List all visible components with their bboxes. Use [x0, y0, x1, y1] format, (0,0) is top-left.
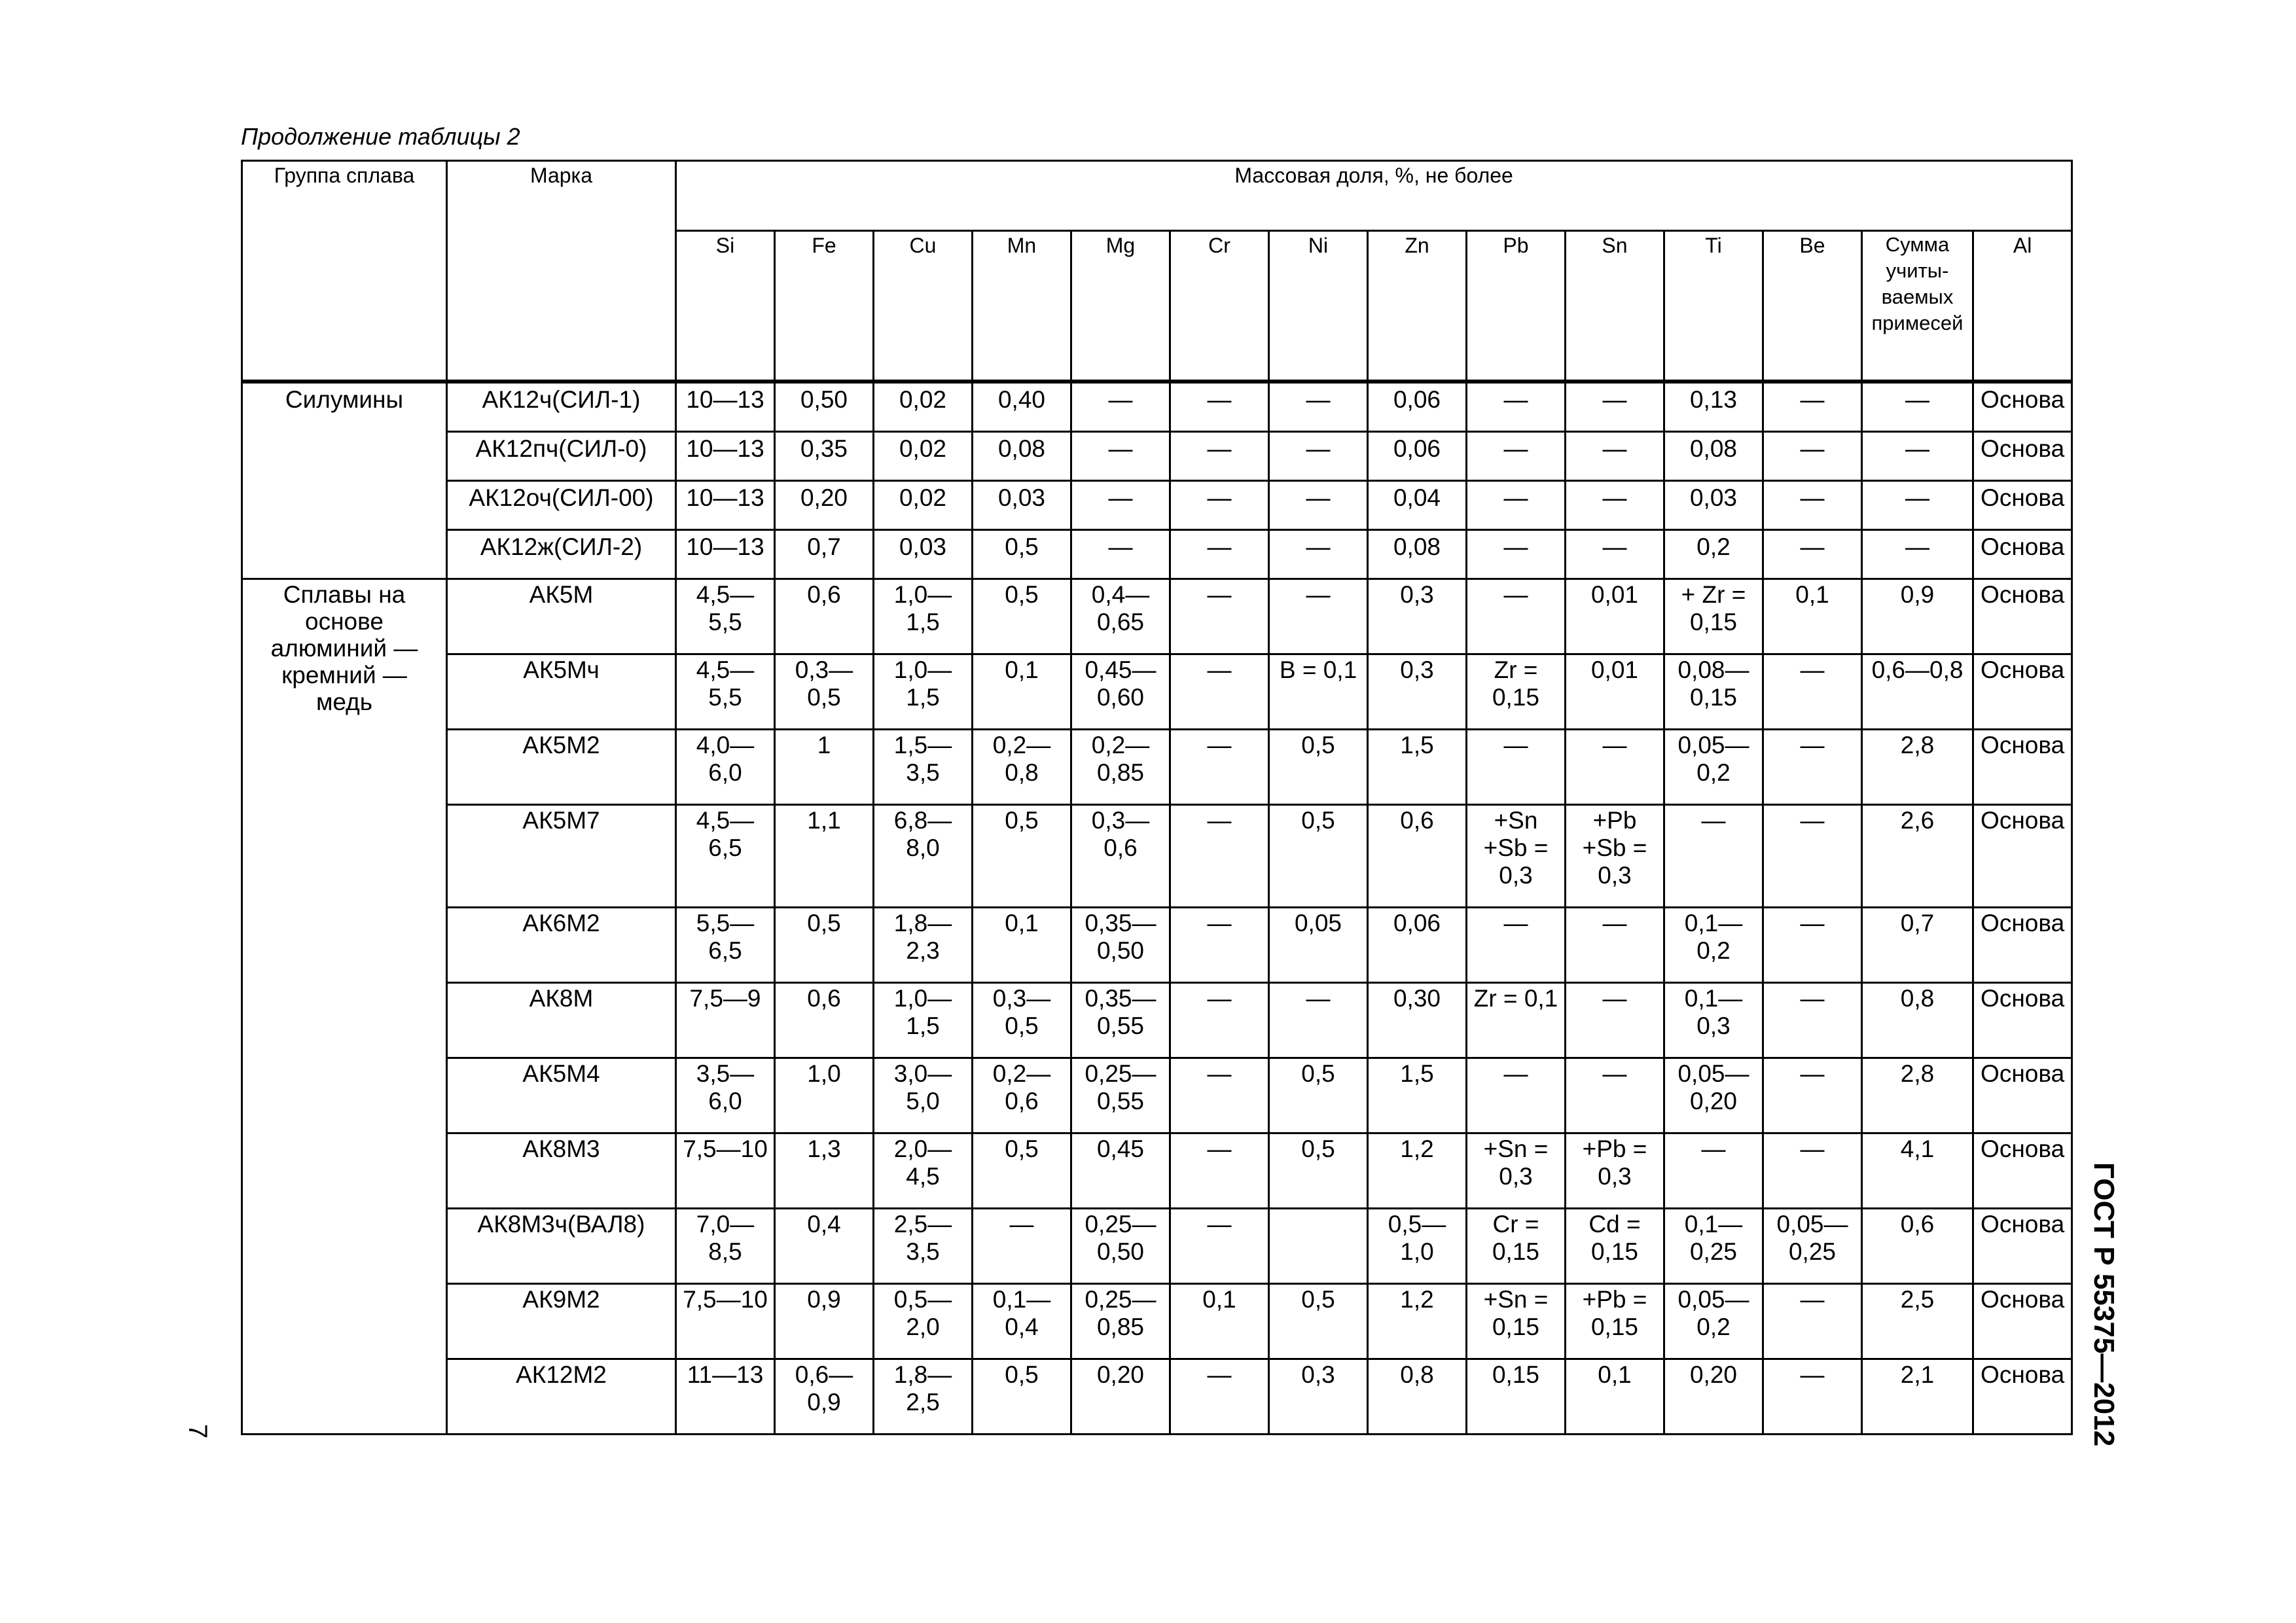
cell-mn: 0,2— 0,8 — [973, 730, 1071, 805]
cell-fe: 0,50 — [775, 382, 874, 432]
cell-fe: 0,35 — [775, 432, 874, 481]
cell-al: Основа — [1973, 730, 2072, 805]
cell-fe: 0,20 — [775, 481, 874, 530]
cell-cu: 1,8— 2,3 — [874, 908, 973, 983]
cell-mn: 0,03 — [973, 481, 1071, 530]
cell-be: — — [1763, 1058, 1862, 1133]
cell-sn: +Pb = 0,3 — [1566, 1133, 1664, 1209]
table-row — [242, 579, 2072, 654]
table-row — [242, 654, 2072, 730]
cell-cu: 2,0— 4,5 — [874, 1133, 973, 1209]
cell-fe: 1,3 — [775, 1133, 874, 1209]
cell-cu: 0,03 — [874, 530, 973, 579]
cell-cu: 1,0— 1,5 — [874, 579, 973, 654]
cell-mg: — — [1071, 432, 1170, 481]
header-grade: Марка — [447, 161, 676, 382]
cell-al: Основа — [1973, 1058, 2072, 1133]
cell-si: 4,0— 6,0 — [676, 730, 775, 805]
header-col-cr: Cr — [1170, 231, 1269, 382]
cell-impurities-sum: — — [1862, 382, 1973, 432]
cell-fe: 0,4 — [775, 1209, 874, 1284]
cell-zn: 0,06 — [1368, 432, 1467, 481]
table-row — [242, 1359, 2072, 1435]
cell-impurities-sum: 0,6 — [1862, 1209, 1973, 1284]
cell-sn: — — [1566, 908, 1664, 983]
cell-grade: АК8М3ч(ВАЛ8) — [447, 1209, 676, 1284]
cell-fe: 1,0 — [775, 1058, 874, 1133]
cell-be: 0,05— 0,25 — [1763, 1209, 1862, 1284]
cell-impurities-sum: 4,1 — [1862, 1133, 1973, 1209]
cell-cr: — — [1170, 1058, 1269, 1133]
cell-sn: +Pb +Sb = 0,3 — [1566, 805, 1664, 908]
cell-ti: 0,13 — [1664, 382, 1763, 432]
cell-mg: — — [1071, 530, 1170, 579]
cell-ni: 0,5 — [1269, 805, 1368, 908]
cell-ni: 0,05 — [1269, 908, 1368, 983]
cell-zn: 0,6 — [1368, 805, 1467, 908]
cell-si: 4,5— 5,5 — [676, 654, 775, 730]
cell-cu: 1,0— 1,5 — [874, 654, 973, 730]
cell-cu: 0,5— 2,0 — [874, 1284, 973, 1359]
cell-grade: АК8М3 — [447, 1133, 676, 1209]
cell-ni: 0,5 — [1269, 1284, 1368, 1359]
cell-mn: 0,1— 0,4 — [973, 1284, 1071, 1359]
cell-al: Основа — [1973, 579, 2072, 654]
cell-ti: 0,08— 0,15 — [1664, 654, 1763, 730]
cell-mg: 0,45— 0,60 — [1071, 654, 1170, 730]
cell-al: Основа — [1973, 654, 2072, 730]
cell-mg: 0,4— 0,65 — [1071, 579, 1170, 654]
cell-si: 11—13 — [676, 1359, 775, 1435]
cell-si: 7,5—9 — [676, 983, 775, 1058]
cell-pb: — — [1467, 908, 1566, 983]
table-caption: Продолжение таблицы 2 — [241, 123, 520, 150]
cell-sn: — — [1566, 530, 1664, 579]
cell-impurities-sum: 2,5 — [1862, 1284, 1973, 1359]
header-col-ni: Ni — [1269, 231, 1368, 382]
header-col-mg: Mg — [1071, 231, 1170, 382]
table-row — [242, 530, 2072, 579]
header-col-sn: Sn — [1566, 231, 1664, 382]
cell-impurities-sum: — — [1862, 530, 1973, 579]
cell-fe: 1 — [775, 730, 874, 805]
cell-impurities-sum: — — [1862, 481, 1973, 530]
cell-cr: — — [1170, 1359, 1269, 1435]
cell-pb: — — [1467, 530, 1566, 579]
cell-sn: — — [1566, 432, 1664, 481]
cell-ti: 0,1— 0,2 — [1664, 908, 1763, 983]
cell-zn: 1,5 — [1368, 1058, 1467, 1133]
cell-cr: — — [1170, 432, 1269, 481]
cell-ti: — — [1664, 1133, 1763, 1209]
cell-grade: АК5М — [447, 579, 676, 654]
cell-fe: 0,6 — [775, 579, 874, 654]
cell-sn: 0,01 — [1566, 579, 1664, 654]
cell-ti: 0,05— 0,20 — [1664, 1058, 1763, 1133]
cell-cr: — — [1170, 1209, 1269, 1284]
header-col-pb: Pb — [1467, 231, 1566, 382]
cell-cu: 0,02 — [874, 382, 973, 432]
header-col-si: Si — [676, 231, 775, 382]
cell-mg: 0,2— 0,85 — [1071, 730, 1170, 805]
page-number: 7 — [183, 1423, 212, 1439]
cell-pb: — — [1467, 730, 1566, 805]
cell-ni: — — [1269, 530, 1368, 579]
cell-cr: — — [1170, 382, 1269, 432]
header-col-al: Al — [1973, 231, 2072, 382]
cell-ni: B = 0,1 — [1269, 654, 1368, 730]
cell-fe: 0,5 — [775, 908, 874, 983]
cell-cu: 6,8— 8,0 — [874, 805, 973, 908]
cell-cr: — — [1170, 1133, 1269, 1209]
table-row — [242, 805, 2072, 908]
cell-cu: 1,0— 1,5 — [874, 983, 973, 1058]
table-row — [242, 983, 2072, 1058]
table-row — [242, 1058, 2072, 1133]
cell-cr: — — [1170, 654, 1269, 730]
cell-fe: 0,3— 0,5 — [775, 654, 874, 730]
table-row — [242, 481, 2072, 530]
cell-sn: — — [1566, 730, 1664, 805]
cell-pb: Zr = 0,15 — [1467, 654, 1566, 730]
cell-si: 7,0— 8,5 — [676, 1209, 775, 1284]
cell-si: 10—13 — [676, 481, 775, 530]
cell-fe: 0,9 — [775, 1284, 874, 1359]
cell-ti: 0,03 — [1664, 481, 1763, 530]
cell-ti: 0,2 — [1664, 530, 1763, 579]
cell-zn: 0,30 — [1368, 983, 1467, 1058]
cell-be: — — [1763, 382, 1862, 432]
cell-cu: 0,02 — [874, 481, 973, 530]
cell-al: Основа — [1973, 1209, 2072, 1284]
cell-grade: АК12ч(СИЛ-1) — [447, 382, 676, 432]
cell-si: 4,5— 5,5 — [676, 579, 775, 654]
header-col-zn: Zn — [1368, 231, 1467, 382]
cell-fe: 0,6— 0,9 — [775, 1359, 874, 1435]
cell-zn: 0,5— 1,0 — [1368, 1209, 1467, 1284]
cell-ni: — — [1269, 983, 1368, 1058]
cell-al: Основа — [1973, 1284, 2072, 1359]
cell-grade: АК5М2 — [447, 730, 676, 805]
cell-mn: 0,5 — [973, 530, 1071, 579]
cell-ti: + Zr = 0,15 — [1664, 579, 1763, 654]
cell-sn: — — [1566, 983, 1664, 1058]
cell-ti: 0,08 — [1664, 432, 1763, 481]
cell-impurities-sum: 2,6 — [1862, 805, 1973, 908]
cell-mg: 0,25— 0,50 — [1071, 1209, 1170, 1284]
cell-al: Основа — [1973, 530, 2072, 579]
cell-mn: 0,1 — [973, 654, 1071, 730]
cell-pb: — — [1467, 579, 1566, 654]
cell-pb: — — [1467, 1058, 1566, 1133]
table-row — [242, 1284, 2072, 1359]
cell-be: — — [1763, 481, 1862, 530]
cell-zn: 0,06 — [1368, 908, 1467, 983]
cell-zn: 0,06 — [1368, 382, 1467, 432]
cell-ni: — — [1269, 579, 1368, 654]
cell-zn: 0,3 — [1368, 654, 1467, 730]
cell-al: Основа — [1973, 1359, 2072, 1435]
cell-zn: 1,2 — [1368, 1284, 1467, 1359]
cell-impurities-sum: 0,6—0,8 — [1862, 654, 1973, 730]
cell-cu: 1,5— 3,5 — [874, 730, 973, 805]
cell-cr: — — [1170, 805, 1269, 908]
cell-zn: 0,08 — [1368, 530, 1467, 579]
cell-sn: — — [1566, 481, 1664, 530]
header-mass-fraction: Массовая доля, %, не более — [676, 161, 2072, 231]
cell-al: Основа — [1973, 1133, 2072, 1209]
cell-zn: 1,2 — [1368, 1133, 1467, 1209]
header-col-mn: Mn — [973, 231, 1071, 382]
cell-al: Основа — [1973, 382, 2072, 432]
header-group: Группа сплава — [242, 161, 447, 382]
cell-be: — — [1763, 908, 1862, 983]
cell-al: Основа — [1973, 432, 2072, 481]
cell-si: 4,5— 6,5 — [676, 805, 775, 908]
cell-impurities-sum: 2,8 — [1862, 1058, 1973, 1133]
cell-grade: АК5Мч — [447, 654, 676, 730]
cell-impurities-sum: 2,8 — [1862, 730, 1973, 805]
composition-table — [241, 160, 2073, 1435]
cell-impurities-sum: 0,9 — [1862, 579, 1973, 654]
cell-ni: — — [1269, 481, 1368, 530]
document-title: ГОСТ Р 55375—2012 — [2088, 1162, 2120, 1447]
cell-cu: 1,8— 2,5 — [874, 1359, 973, 1435]
cell-si: 3,5— 6,0 — [676, 1058, 775, 1133]
cell-fe: 1,1 — [775, 805, 874, 908]
cell-be: — — [1763, 983, 1862, 1058]
cell-pb: +Sn +Sb = 0,3 — [1467, 805, 1566, 908]
cell-sn: 0,01 — [1566, 654, 1664, 730]
cell-grade: АК12ж(СИЛ-2) — [447, 530, 676, 579]
cell-alloy-group: Сплавы на основе алюминий — кремний — медь — [242, 579, 447, 1435]
table-row — [242, 908, 2072, 983]
cell-impurities-sum: 0,7 — [1862, 908, 1973, 983]
cell-sn: — — [1566, 382, 1664, 432]
cell-mn: 0,5 — [973, 579, 1071, 654]
cell-be: — — [1763, 730, 1862, 805]
cell-zn: 0,3 — [1368, 579, 1467, 654]
cell-sn: Cd = 0,15 — [1566, 1209, 1664, 1284]
cell-be: — — [1763, 654, 1862, 730]
header-col-impurities-sum: Сумма учиты- ваемых примесей — [1862, 231, 1973, 382]
cell-grade: АК6М2 — [447, 908, 676, 983]
cell-cu: 2,5— 3,5 — [874, 1209, 973, 1284]
cell-mn: 0,5 — [973, 1359, 1071, 1435]
cell-mn: 0,5 — [973, 1133, 1071, 1209]
cell-sn: +Pb = 0,15 — [1566, 1284, 1664, 1359]
cell-zn: 1,5 — [1368, 730, 1467, 805]
cell-be: — — [1763, 432, 1862, 481]
cell-grade: АК12пч(СИЛ-0) — [447, 432, 676, 481]
cell-pb: +Sn = 0,15 — [1467, 1284, 1566, 1359]
cell-mn: 0,3— 0,5 — [973, 983, 1071, 1058]
cell-pb: Zr = 0,1 — [1467, 983, 1566, 1058]
cell-si: 10—13 — [676, 382, 775, 432]
header-col-be: Be — [1763, 231, 1862, 382]
cell-ti: 0,1— 0,3 — [1664, 983, 1763, 1058]
cell-mn: 0,08 — [973, 432, 1071, 481]
cell-mn: 0,1 — [973, 908, 1071, 983]
cell-ni: — — [1269, 432, 1368, 481]
cell-cr: — — [1170, 730, 1269, 805]
cell-si: 5,5— 6,5 — [676, 908, 775, 983]
header-col-ti: Ti — [1664, 231, 1763, 382]
cell-pb: Cr = 0,15 — [1467, 1209, 1566, 1284]
cell-pb: — — [1467, 382, 1566, 432]
cell-ni: — — [1269, 382, 1368, 432]
table-row — [242, 730, 2072, 805]
cell-impurities-sum: 2,1 — [1862, 1359, 1973, 1435]
cell-impurities-sum: 0,8 — [1862, 983, 1973, 1058]
cell-impurities-sum: — — [1862, 432, 1973, 481]
cell-cr: — — [1170, 908, 1269, 983]
cell-fe: 0,7 — [775, 530, 874, 579]
cell-ti: 0,05— 0,2 — [1664, 1284, 1763, 1359]
cell-cu: 0,02 — [874, 432, 973, 481]
cell-grade: АК9М2 — [447, 1284, 676, 1359]
cell-be: — — [1763, 530, 1862, 579]
cell-ti: 0,1— 0,25 — [1664, 1209, 1763, 1284]
header-col-cu: Cu — [874, 231, 973, 382]
cell-mg: 0,25— 0,85 — [1071, 1284, 1170, 1359]
cell-mg: — — [1071, 481, 1170, 530]
cell-ti: 0,20 — [1664, 1359, 1763, 1435]
cell-be: — — [1763, 805, 1862, 908]
cell-mn: 0,40 — [973, 382, 1071, 432]
table-body — [242, 382, 2072, 1435]
cell-mg: 0,20 — [1071, 1359, 1170, 1435]
cell-si: 7,5—10 — [676, 1133, 775, 1209]
cell-mg: 0,3— 0,6 — [1071, 805, 1170, 908]
cell-al: Основа — [1973, 481, 2072, 530]
cell-grade: АК8М — [447, 983, 676, 1058]
cell-mg: 0,35— 0,50 — [1071, 908, 1170, 983]
cell-alloy-group: Силумины — [242, 382, 447, 579]
cell-pb: 0,15 — [1467, 1359, 1566, 1435]
cell-mn: — — [973, 1209, 1071, 1284]
cell-al: Основа — [1973, 983, 2072, 1058]
cell-zn: 0,8 — [1368, 1359, 1467, 1435]
table-row — [242, 432, 2072, 481]
cell-al: Основа — [1973, 805, 2072, 908]
cell-grade: АК12М2 — [447, 1359, 676, 1435]
cell-mg: 0,25— 0,55 — [1071, 1058, 1170, 1133]
cell-cr: — — [1170, 579, 1269, 654]
cell-mg: 0,35— 0,55 — [1071, 983, 1170, 1058]
cell-al: Основа — [1973, 908, 2072, 983]
cell-ni: 0,5 — [1269, 1058, 1368, 1133]
cell-si: 7,5—10 — [676, 1284, 775, 1359]
cell-ni — [1269, 1209, 1368, 1284]
header-col-fe: Fe — [775, 231, 874, 382]
cell-sn: 0,1 — [1566, 1359, 1664, 1435]
cell-mg: 0,45 — [1071, 1133, 1170, 1209]
cell-mg: — — [1071, 382, 1170, 432]
table-row — [242, 1209, 2072, 1284]
cell-be: — — [1763, 1359, 1862, 1435]
cell-zn: 0,04 — [1368, 481, 1467, 530]
cell-pb: — — [1467, 481, 1566, 530]
cell-be: — — [1763, 1284, 1862, 1359]
cell-grade: АК5М4 — [447, 1058, 676, 1133]
cell-sn: — — [1566, 1058, 1664, 1133]
table-row — [242, 382, 2072, 432]
cell-cr: — — [1170, 983, 1269, 1058]
cell-cr: — — [1170, 481, 1269, 530]
cell-be: 0,1 — [1763, 579, 1862, 654]
cell-si: 10—13 — [676, 432, 775, 481]
cell-fe: 0,6 — [775, 983, 874, 1058]
cell-ni: 0,5 — [1269, 1133, 1368, 1209]
cell-mn: 0,5 — [973, 805, 1071, 908]
cell-cr: 0,1 — [1170, 1284, 1269, 1359]
cell-pb: — — [1467, 432, 1566, 481]
cell-si: 10—13 — [676, 530, 775, 579]
cell-grade: АК12оч(СИЛ-00) — [447, 481, 676, 530]
cell-cr: — — [1170, 530, 1269, 579]
cell-ni: 0,3 — [1269, 1359, 1368, 1435]
cell-ti: 0,05— 0,2 — [1664, 730, 1763, 805]
table-row — [242, 1133, 2072, 1209]
cell-ti: — — [1664, 805, 1763, 908]
cell-be: — — [1763, 1133, 1862, 1209]
cell-grade: АК5М7 — [447, 805, 676, 908]
cell-ni: 0,5 — [1269, 730, 1368, 805]
cell-cu: 3,0— 5,0 — [874, 1058, 973, 1133]
cell-pb: +Sn = 0,3 — [1467, 1133, 1566, 1209]
cell-mn: 0,2— 0,6 — [973, 1058, 1071, 1133]
